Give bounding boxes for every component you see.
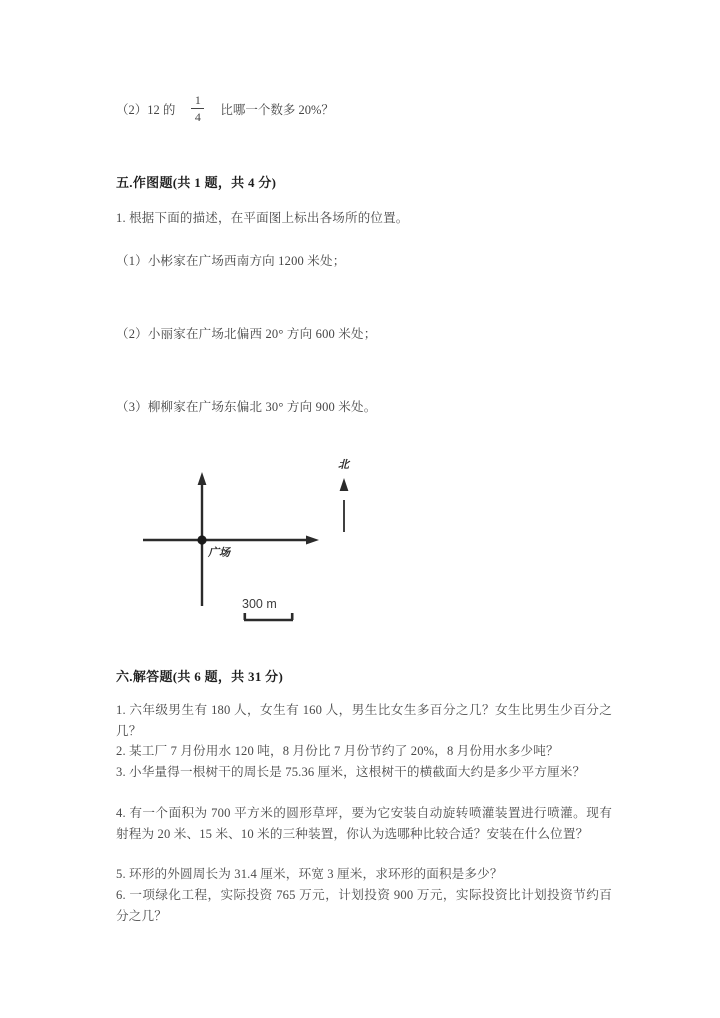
fraction-numerator: 1 [194,93,201,107]
north-arrow-head [340,478,349,491]
diagram-north-label: 北 [338,459,349,471]
section-six-problem-1: 1. 六年级男生有 180 人，女生有 160 人，男生比女生多百分之几？女生比男生少百分之几？ [116,703,612,738]
question-2-prefix: （2）12 的 [116,102,176,117]
axis-vertical-arrowhead [198,472,207,485]
section-five-item-2: （2）小丽家在广场北偏西 20° 方向 600 米处； [116,327,377,341]
origin-point-square [197,535,206,544]
diagram-scale-label: 300 m [242,597,277,611]
axis-horizontal-arrowhead [306,536,319,545]
fraction-bar [191,108,204,109]
fraction-denominator: 4 [194,110,201,124]
diagram-origin-label: 广场 [208,547,230,559]
section-six-problem-3: 3. 小华量得一根树干的周长是 75.36 厘米，这根树干的横截面大约是多少平方厘米？ [116,765,586,779]
section-six-problem-4: 4. 有一个面积为 700 平方米的圆形草坪，要为它安装自动旋转喷灌装置进行喷灌。现有射程为 20 米、15 米、10 米的三种装置，你认为选哪种比较合适？安装在什么位置？ [116,806,612,841]
section-five-item-3: （3）柳柳家在广场东偏北 30° 方向 900 米处。 [116,400,377,414]
section-six-problem-6: 6. 一项绿化工程，实际投资 765 万元，计划投资 900 万元，实际投资比计划投资节约百分之几？ [116,888,612,923]
location-plan-diagram [120,440,420,640]
question-2-line [116,94,334,123]
question-2-suffix: 比哪一个数多 20%？ [220,102,334,117]
section-heading-five: 五.作图题(共 1 题，共 4 分) [116,175,277,190]
fraction-one-quarter [191,94,204,123]
section-five-item-1: （1）小彬家在广场西南方向 1200 米处； [116,254,346,268]
section-six-problem-5: 5. 环形的外圆周长为 31.4 厘米，环宽 3 厘米，求环形的面积是多少？ [116,867,503,881]
section-five-problem-1-stem: 1. 根据下面的描述，在平面图上标出各场所的位置。 [116,211,409,225]
section-heading-six: 六.解答题(共 6 题，共 31 分) [116,669,284,684]
section-six-problem-2: 2. 某工厂 7 月份用水 120 吨，8 月份比 7 月份节约了 20%，8 月份用水多少吨？ [116,744,559,758]
